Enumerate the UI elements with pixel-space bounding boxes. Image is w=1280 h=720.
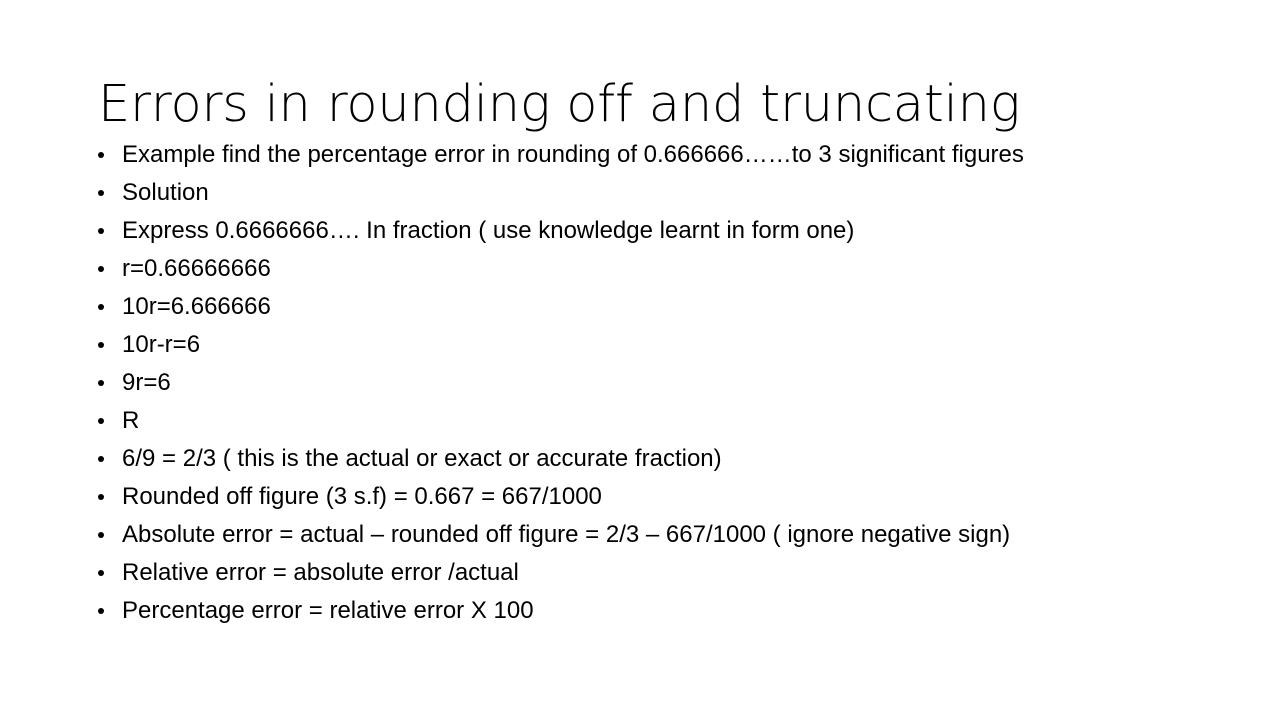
bullet-dot-icon — [98, 608, 104, 614]
bullet-item — [98, 251, 1248, 289]
bullet-dot-icon — [98, 380, 104, 386]
bullet-text: 9r=6 — [122, 369, 171, 396]
bullet-item — [98, 175, 1248, 213]
bullet-dot-icon — [98, 418, 104, 424]
bullet-text: r=0.66666666 — [122, 255, 271, 282]
bullet-item — [98, 593, 1248, 631]
bullet-list — [98, 137, 1248, 631]
bullet-text: Solution — [122, 179, 209, 206]
bullet-item — [98, 327, 1248, 365]
bullet-item — [98, 403, 1248, 441]
bullet-item — [98, 289, 1248, 327]
bullet-dot-icon — [98, 228, 104, 234]
bullet-dot-icon — [98, 456, 104, 462]
bullet-item — [98, 365, 1248, 403]
bullet-dot-icon — [98, 494, 104, 500]
bullet-text: Percentage error = relative error X 100 — [122, 597, 534, 624]
bullet-text: Relative error = absolute error /actual — [122, 559, 519, 586]
bullet-text: Rounded off figure (3 s.f) = 0.667 = 667/1000 — [122, 483, 602, 510]
bullet-text: Example find the percentage error in rounding of 0.666666……to 3 significant figures — [122, 141, 1024, 168]
bullet-text: Absolute error = actual – rounded off figure = 2/3 – 667/1000 ( ignore negative sign) — [122, 521, 1011, 548]
bullet-text: 10r-r=6 — [122, 331, 201, 358]
slide-title: Errors in rounding off and truncating — [98, 75, 1021, 134]
bullet-dot-icon — [98, 190, 104, 196]
bullet-dot-icon — [98, 304, 104, 310]
bullet-item — [98, 555, 1248, 593]
bullet-text: 6/9 = 2/3 ( this is the actual or exact or accurate fraction) — [122, 445, 722, 472]
bullet-item — [98, 137, 1248, 175]
bullet-item — [98, 213, 1248, 251]
bullet-item — [98, 517, 1248, 555]
bullet-text: Express 0.6666666…. In fraction ( use knowledge learnt in form one) — [122, 217, 855, 244]
bullet-item — [98, 479, 1248, 517]
bullet-text: R — [122, 407, 140, 434]
bullet-dot-icon — [98, 570, 104, 576]
bullet-dot-icon — [98, 532, 104, 538]
bullet-dot-icon — [98, 266, 104, 272]
bullet-text: 10r=6.666666 — [122, 293, 271, 320]
bullet-dot-icon — [98, 342, 104, 348]
bullet-item — [98, 441, 1248, 479]
bullet-dot-icon — [98, 152, 104, 158]
